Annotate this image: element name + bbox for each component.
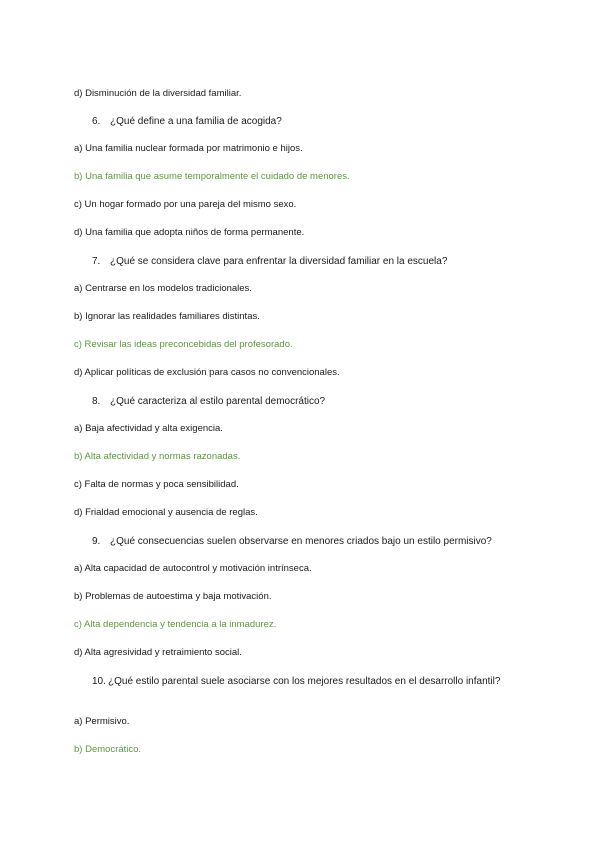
answer-option: a) Centrarse en los modelos tradicionales. <box>74 283 252 294</box>
question-text: ¿Qué se considera clave para enfrentar la diversidad familiar en la escuela? <box>110 256 448 267</box>
question-number: 6. <box>92 116 101 127</box>
question-number: 9. <box>92 536 101 547</box>
answer-option-correct: c) Alta dependencia y tendencia a la inmadurez. <box>74 619 277 630</box>
answer-option: d) Disminución de la diversidad familiar. <box>74 88 242 99</box>
answer-option: a) Permisivo. <box>74 716 130 727</box>
question-number: 7. <box>92 256 101 267</box>
answer-option-correct: b) Democrático. <box>74 744 142 755</box>
answer-option: a) Alta capacidad de autocontrol y motivación intrínseca. <box>74 563 312 574</box>
question-text: ¿Qué define a una familia de acogida? <box>110 116 282 127</box>
question-text: ¿Qué estilo parental suele asociarse con los mejores resultados en el desarrollo infantil? <box>108 676 501 687</box>
answer-option: a) Una familia nuclear formada por matrimonio e hijos. <box>74 143 303 154</box>
answer-option-correct: c) Revisar las ideas preconcebidas del profesorado. <box>74 339 293 350</box>
question-text: ¿Qué caracteriza al estilo parental democrático? <box>110 396 326 407</box>
answer-option: c) Un hogar formado por una pareja del mismo sexo. <box>74 199 297 210</box>
answer-option: b) Problemas de autoestima y baja motivación. <box>74 591 272 602</box>
answer-option: a) Baja afectividad y alta exigencia. <box>74 423 223 434</box>
answer-option: d) Frialdad emocional y ausencia de reglas. <box>74 507 258 518</box>
question-10 <box>92 675 552 705</box>
question-text: ¿Qué consecuencias suelen observarse en menores criados bajo un estilo permisivo? <box>110 536 492 547</box>
answer-option: c) Falta de normas y poca sensibilidad. <box>74 479 239 490</box>
answer-option-correct: b) Una familia que asume temporalmente el cuidado de menores. <box>74 171 350 182</box>
question-number: 8. <box>92 396 101 407</box>
answer-option: b) Ignorar las realidades familiares distintas. <box>74 311 260 322</box>
question-number: 10. <box>92 676 106 687</box>
answer-option: d) Una familia que adopta niños de forma permanente. <box>74 227 305 238</box>
answer-option: d) Aplicar políticas de exclusión para casos no convencionales. <box>74 367 340 378</box>
answer-option-correct: b) Alta afectividad y normas razonadas. <box>74 451 241 462</box>
answer-option: d) Alta agresividad y retraimiento social. <box>74 647 242 658</box>
